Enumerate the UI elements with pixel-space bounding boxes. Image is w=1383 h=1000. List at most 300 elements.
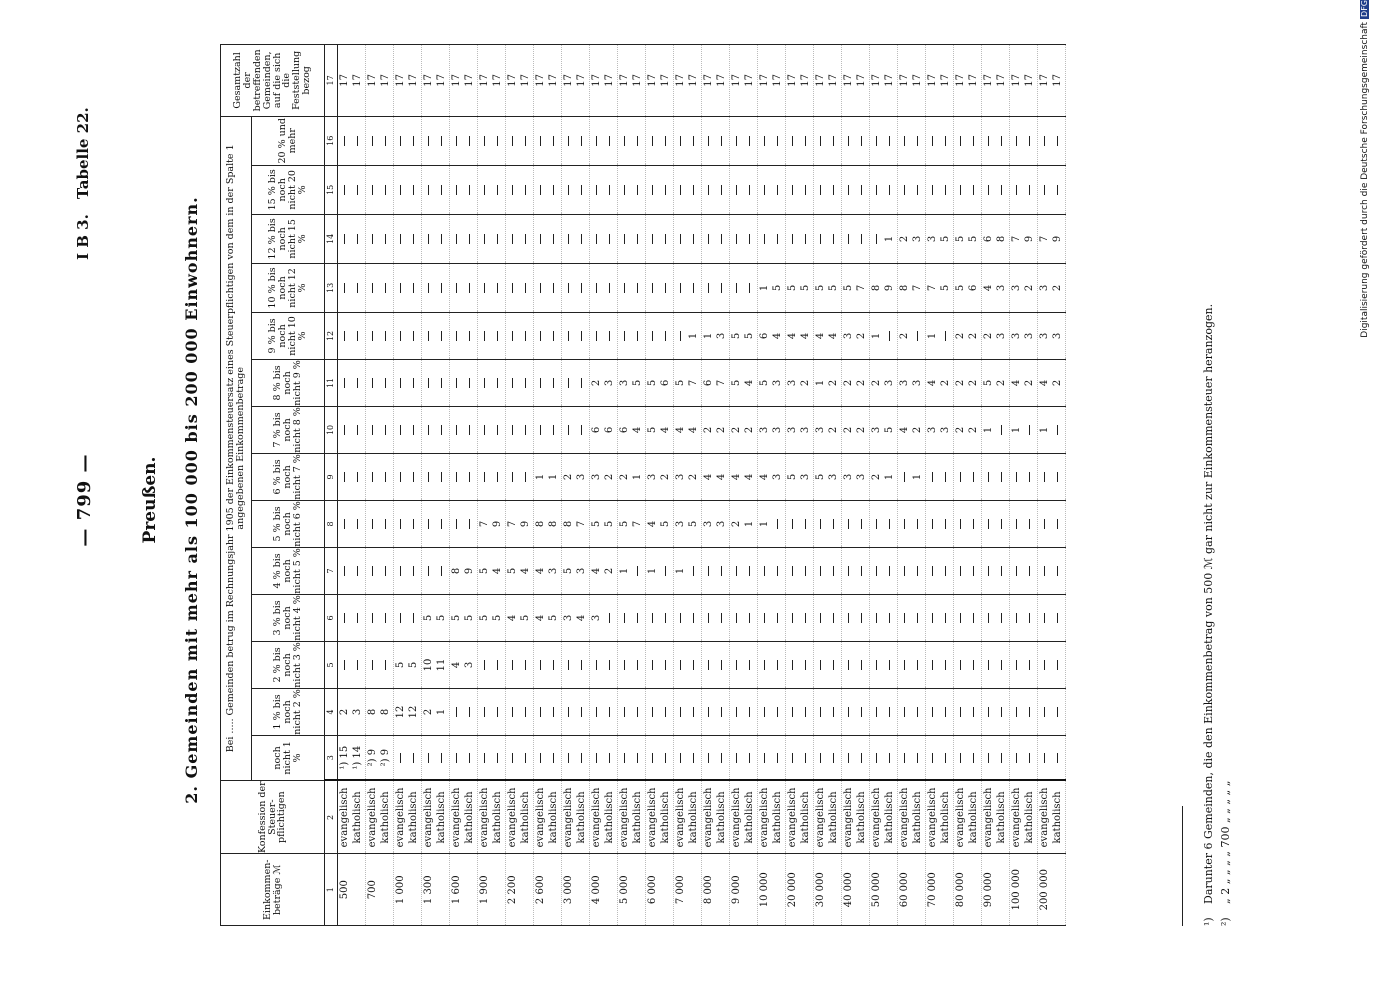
count-cell (408, 500, 422, 547)
count-cell (646, 641, 660, 688)
count-cell (716, 547, 730, 594)
count-cell: 5 (590, 500, 604, 547)
count-cell (352, 500, 366, 547)
count-cell (534, 406, 548, 453)
count-cell (450, 453, 464, 500)
count-cell (506, 688, 520, 735)
count-cell (1052, 500, 1066, 547)
dash-mark (904, 753, 905, 763)
dash-mark (708, 136, 709, 146)
count-cell: 1 (702, 312, 716, 359)
count-cell (982, 641, 996, 688)
count-cell (926, 594, 940, 641)
dash-mark (357, 425, 358, 435)
dash-mark (945, 331, 946, 341)
dash-mark (792, 185, 793, 195)
count-cell: 4 (828, 312, 842, 359)
dash-mark (1001, 566, 1002, 576)
dash-mark (1016, 185, 1017, 195)
count-cell: 8 (898, 263, 912, 312)
rate-header: 5 % bis noch nicht 6 % (252, 500, 325, 547)
dash-mark (609, 234, 610, 244)
count-cell: 6 (604, 406, 618, 453)
dash-mark (932, 519, 933, 529)
count-cell (730, 547, 744, 594)
dash-mark (665, 185, 666, 195)
count-cell (394, 547, 408, 594)
table-row (884, 45, 898, 926)
count-cell (366, 547, 380, 594)
count-cell: 5 (814, 263, 828, 312)
dash-mark (917, 753, 918, 763)
count-cell (940, 312, 954, 359)
count-cell (884, 500, 898, 547)
count-cell (898, 547, 912, 594)
count-cell: 1 (870, 312, 884, 359)
count-cell (422, 165, 436, 214)
count-cell (702, 165, 716, 214)
count-cell: 2 (562, 453, 576, 500)
count-cell (1010, 453, 1024, 500)
count-cell (422, 735, 436, 780)
count-cell (842, 735, 856, 780)
dash-mark (973, 136, 974, 146)
count-cell (408, 594, 422, 641)
count-cell: 2 (954, 312, 968, 359)
count-cell: 4 (492, 547, 506, 594)
dash-mark (385, 378, 386, 388)
table-row (576, 45, 590, 926)
dash-mark (1057, 425, 1058, 435)
count-cell (660, 594, 674, 641)
dash-mark (525, 425, 526, 435)
dash-mark (1016, 707, 1017, 717)
dash-mark (441, 234, 442, 244)
dash-mark (441, 566, 442, 576)
dash-mark (1029, 425, 1030, 435)
count-cell: 5 (968, 214, 982, 263)
count-cell (408, 547, 422, 594)
count-cell (450, 214, 464, 263)
dash-mark (568, 185, 569, 195)
dash-mark (1001, 753, 1002, 763)
dash-mark (372, 331, 373, 341)
count-cell: 4 (688, 406, 702, 453)
count-cell (450, 688, 464, 735)
dash-mark (357, 283, 358, 293)
count-cell: 5 (478, 594, 492, 641)
count-cell (912, 165, 926, 214)
dash-mark (960, 519, 961, 529)
dash-mark (680, 613, 681, 623)
count-cell (380, 165, 394, 214)
count-cell (520, 735, 534, 780)
count-cell: 5 (632, 359, 646, 406)
count-cell: 5 (982, 359, 996, 406)
count-cell (338, 359, 352, 406)
count-cell (870, 116, 884, 165)
dash-mark (721, 566, 722, 576)
count-cell (758, 688, 772, 735)
column-number: 14 (325, 214, 338, 263)
count-cell (548, 406, 562, 453)
count-cell (1052, 594, 1066, 641)
count-cell (450, 735, 464, 780)
count-cell (716, 263, 730, 312)
count-cell: 2 (842, 359, 856, 406)
confession-cell: katholisch (492, 780, 506, 854)
dash-mark (553, 707, 554, 717)
count-cell: 7 (1010, 214, 1024, 263)
dash-mark (848, 613, 849, 623)
count-cell (366, 214, 380, 263)
dash-mark (917, 331, 918, 341)
dash-mark (456, 136, 457, 146)
dash-mark (1029, 519, 1030, 529)
dash-mark (889, 566, 890, 576)
count-cell (968, 547, 982, 594)
count-cell (632, 594, 646, 641)
count-cell: 8 (366, 688, 380, 735)
count-cell: 5 (646, 406, 660, 453)
count-cell: 4 (926, 359, 940, 406)
dash-mark (932, 472, 933, 482)
income-cell (744, 854, 758, 926)
count-cell (842, 500, 856, 547)
confession-cell: katholisch (408, 780, 422, 854)
total-cell: 17 (576, 45, 590, 117)
count-cell (870, 214, 884, 263)
count-cell (660, 688, 674, 735)
count-cell (352, 453, 366, 500)
dash-mark (708, 660, 709, 670)
count-cell (982, 688, 996, 735)
count-cell (982, 547, 996, 594)
dash-mark (973, 185, 974, 195)
count-cell (898, 735, 912, 780)
count-cell: 5 (940, 263, 954, 312)
count-cell (534, 214, 548, 263)
dash-mark (372, 566, 373, 576)
count-cell (814, 214, 828, 263)
count-cell (450, 406, 464, 453)
confession-cell: evangelisch (730, 780, 744, 854)
count-cell (1052, 406, 1066, 453)
total-cell: 17 (394, 45, 408, 117)
dash-mark (428, 136, 429, 146)
count-cell (772, 594, 786, 641)
count-cell (380, 500, 394, 547)
count-cell (450, 165, 464, 214)
dash-mark (960, 753, 961, 763)
confession-cell: katholisch (352, 780, 366, 854)
dash-mark (889, 613, 890, 623)
count-cell (618, 312, 632, 359)
count-cell (772, 500, 786, 547)
dash-mark (413, 472, 414, 482)
count-cell (394, 406, 408, 453)
count-cell: 3 (800, 406, 814, 453)
dash-mark (764, 660, 765, 670)
count-cell (926, 641, 940, 688)
income-cell (660, 854, 674, 926)
dash-mark (413, 519, 414, 529)
count-cell: 1 (688, 312, 702, 359)
dash-mark (805, 613, 806, 623)
dash-mark (441, 425, 442, 435)
dash-mark (413, 234, 414, 244)
dash-mark (568, 425, 569, 435)
income-cell (912, 854, 926, 926)
table-row (408, 45, 422, 926)
count-cell: 3 (646, 453, 660, 500)
income-cell (1052, 854, 1066, 926)
count-cell (968, 453, 982, 500)
count-cell (534, 263, 548, 312)
total-cell: 17 (632, 45, 646, 117)
count-cell (674, 116, 688, 165)
count-cell (464, 165, 478, 214)
dash-mark (525, 472, 526, 482)
confession-cell: katholisch (604, 780, 618, 854)
count-cell (408, 312, 422, 359)
dash-mark (904, 660, 905, 670)
confession-cell: evangelisch (590, 780, 604, 854)
dash-mark (568, 753, 569, 763)
count-cell: 4 (730, 453, 744, 500)
count-cell (338, 165, 352, 214)
income-cell (716, 854, 730, 926)
count-cell (436, 735, 450, 780)
dash-mark (1029, 753, 1030, 763)
total-cell: 17 (968, 45, 982, 117)
count-cell (604, 688, 618, 735)
dash-mark (833, 660, 834, 670)
count-cell: 5 (954, 263, 968, 312)
total-cell: 17 (618, 45, 632, 117)
count-cell (548, 312, 562, 359)
column-number: 7 (325, 547, 338, 594)
count-cell (338, 594, 352, 641)
count-cell (576, 688, 590, 735)
count-cell (842, 547, 856, 594)
count-cell: 2 (968, 359, 982, 406)
dash-mark (932, 660, 933, 670)
count-cell (1038, 594, 1052, 641)
dash-mark (469, 472, 470, 482)
total-cell: 17 (380, 45, 394, 117)
count-cell: 4 (646, 500, 660, 547)
income-cell (996, 854, 1010, 926)
count-cell (506, 116, 520, 165)
count-cell: 7 (576, 500, 590, 547)
confession-cell: katholisch (884, 780, 898, 854)
count-cell (1024, 594, 1038, 641)
count-cell (688, 214, 702, 263)
count-cell (478, 406, 492, 453)
dash-mark (861, 613, 862, 623)
count-cell (562, 641, 576, 688)
dash-mark (581, 331, 582, 341)
count-cell: 4 (744, 453, 758, 500)
count-cell (940, 547, 954, 594)
dash-mark (1029, 660, 1030, 670)
dash-mark (400, 331, 401, 341)
count-cell (618, 263, 632, 312)
confession-cell: katholisch (744, 780, 758, 854)
dash-mark (581, 660, 582, 670)
dash-mark (988, 185, 989, 195)
count-cell (380, 406, 394, 453)
dash-mark (344, 331, 345, 341)
count-cell: 5 (660, 500, 674, 547)
count-cell (380, 453, 394, 500)
table-row (450, 45, 464, 926)
dash-mark (764, 185, 765, 195)
count-cell: 2 (828, 359, 842, 406)
total-cell: 17 (884, 45, 898, 117)
count-cell (352, 641, 366, 688)
total-cell: 17 (674, 45, 688, 117)
count-cell (884, 594, 898, 641)
count-cell (1024, 641, 1038, 688)
dash-mark (820, 566, 821, 576)
dash-mark (904, 185, 905, 195)
income-cell: 6 000 (646, 854, 660, 926)
count-cell: 5 (758, 359, 772, 406)
count-cell (912, 735, 926, 780)
dash-mark (833, 566, 834, 576)
dash-mark (833, 519, 834, 529)
count-cell (730, 641, 744, 688)
count-cell (898, 116, 912, 165)
rate-header: 7 % bis noch nicht 8 % (252, 406, 325, 453)
dash-mark (1016, 472, 1017, 482)
count-cell (436, 165, 450, 214)
dash-mark (1016, 566, 1017, 576)
dash-mark (497, 331, 498, 341)
dash-mark (456, 234, 457, 244)
income-cell (940, 854, 954, 926)
dash-mark (777, 185, 778, 195)
table-row (898, 45, 912, 926)
dash-mark (848, 566, 849, 576)
dash-mark (357, 185, 358, 195)
count-cell (674, 263, 688, 312)
dash-mark (357, 331, 358, 341)
dash-mark (484, 472, 485, 482)
confession-cell: katholisch (716, 780, 730, 854)
count-cell: 6 (660, 359, 674, 406)
count-cell: 3 (1010, 263, 1024, 312)
count-cell (492, 116, 506, 165)
dash-mark (652, 234, 653, 244)
confession-cell: katholisch (520, 780, 534, 854)
dash-mark (413, 753, 414, 763)
table-row (380, 45, 394, 926)
count-cell (1052, 547, 1066, 594)
dash-mark (568, 136, 569, 146)
total-cell: 17 (842, 45, 856, 117)
count-cell (576, 641, 590, 688)
rate-header: 1 % bis noch nicht 2 % (252, 688, 325, 735)
count-cell (744, 688, 758, 735)
count-cell (352, 312, 366, 359)
dash-mark (372, 378, 373, 388)
table-row (352, 45, 366, 926)
count-cell (772, 547, 786, 594)
dash-mark (400, 519, 401, 529)
dash-mark (693, 566, 694, 576)
dash-mark (624, 234, 625, 244)
count-cell: 12 (408, 688, 422, 735)
count-cell (828, 500, 842, 547)
total-cell: 17 (478, 45, 492, 117)
count-cell (576, 735, 590, 780)
count-cell: 1 (982, 406, 996, 453)
column-number: 10 (325, 406, 338, 453)
dash-mark (553, 185, 554, 195)
dash-mark (540, 331, 541, 341)
dash-mark (385, 566, 386, 576)
income-cell: 70 000 (926, 854, 940, 926)
count-cell (520, 312, 534, 359)
dash-mark (876, 566, 877, 576)
count-cell: 1 (758, 263, 772, 312)
count-cell (758, 547, 772, 594)
count-cell (380, 547, 394, 594)
dash-mark (400, 234, 401, 244)
dash-mark (497, 425, 498, 435)
count-cell: ¹) 15 (338, 735, 352, 780)
dash-mark (792, 613, 793, 623)
count-cell: 4 (660, 406, 674, 453)
dash-mark (428, 425, 429, 435)
count-cell (520, 214, 534, 263)
dash-mark (721, 185, 722, 195)
count-cell (590, 263, 604, 312)
dash-mark (764, 234, 765, 244)
confession-cell: evangelisch (450, 780, 464, 854)
rate-header: 9 % bis noch nicht 10 % (252, 312, 325, 359)
total-cell: 17 (506, 45, 520, 117)
count-cell (940, 688, 954, 735)
count-cell (380, 312, 394, 359)
dash-mark (680, 660, 681, 670)
count-cell (772, 641, 786, 688)
count-cell: 2 (870, 359, 884, 406)
dash-mark (960, 613, 961, 623)
total-cell: 17 (954, 45, 968, 117)
count-cell: 1 (912, 453, 926, 500)
count-cell (814, 116, 828, 165)
dash-mark (413, 613, 414, 623)
dash-mark (708, 753, 709, 763)
count-cell (478, 688, 492, 735)
dash-mark (344, 234, 345, 244)
count-cell: 7 (926, 263, 940, 312)
count-cell (366, 312, 380, 359)
count-cell: 2 (688, 453, 702, 500)
count-cell: 5 (492, 594, 506, 641)
total-cell: 17 (1024, 45, 1038, 117)
count-cell (1024, 406, 1038, 453)
dash-mark (484, 425, 485, 435)
dash-mark (721, 136, 722, 146)
total-cell: 17 (338, 45, 352, 117)
column-number: 15 (325, 165, 338, 214)
count-cell (912, 547, 926, 594)
